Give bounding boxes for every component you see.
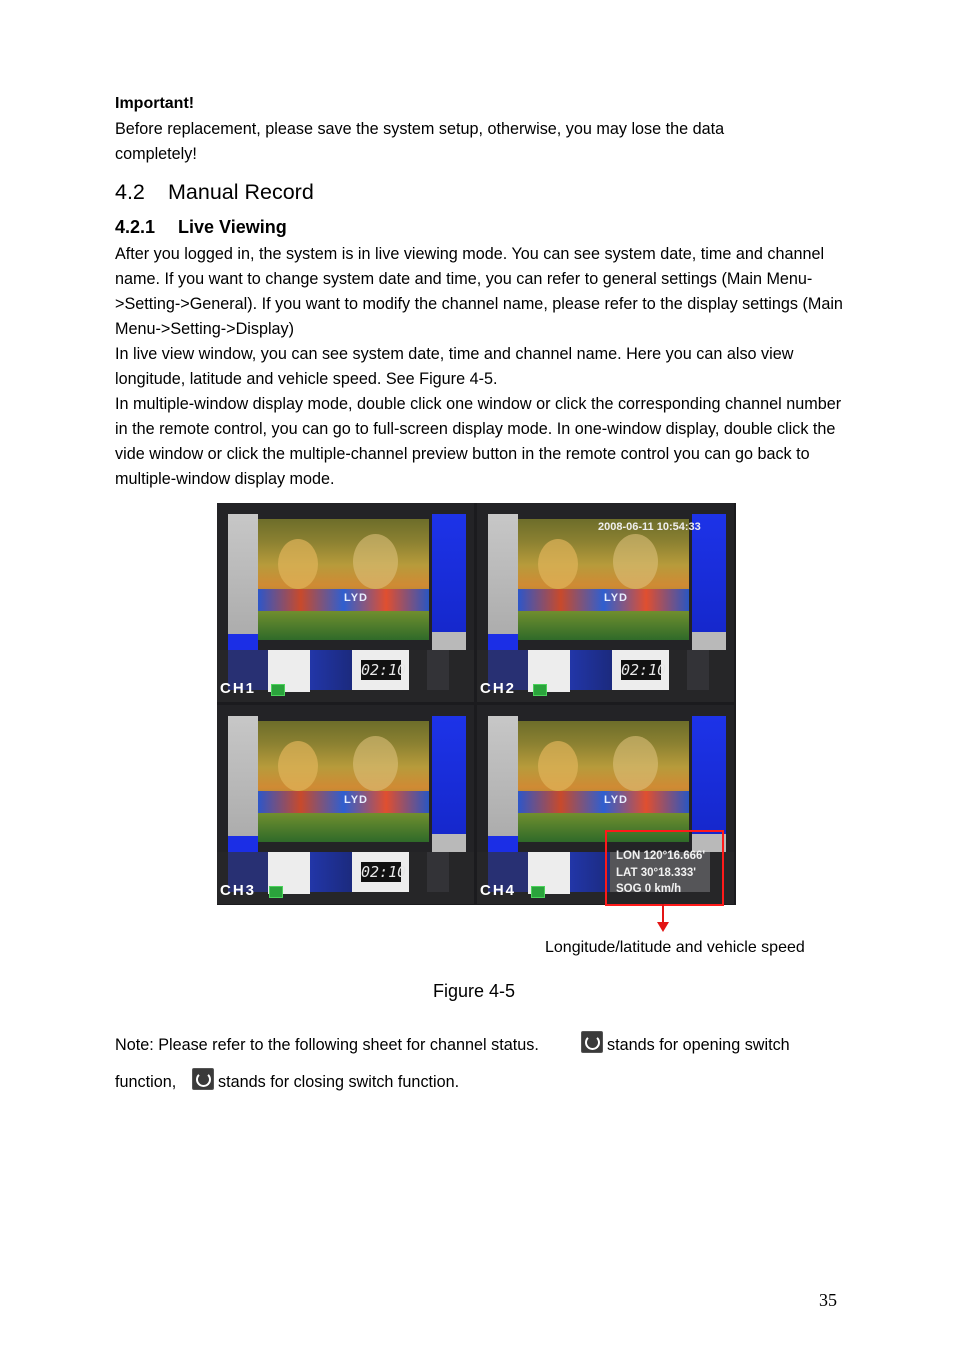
important-title: Important! bbox=[115, 95, 195, 112]
clock-block bbox=[352, 852, 409, 892]
clock-block bbox=[352, 650, 409, 690]
callout-arrow-line bbox=[662, 904, 664, 924]
clock-block bbox=[612, 650, 669, 690]
blue-level-bar bbox=[432, 716, 466, 852]
body-paragraph-3: In multiple-window display mode, double click one window or click the corresponding channel number in the remote control, you can go to full-screen display mode. In one-window display, double click the vide window or click the multiple-channel preview button in the remote control you can go back to multiple-window display mode. bbox=[115, 395, 842, 488]
scene-detail bbox=[278, 539, 318, 589]
channel-pane-1[interactable] bbox=[217, 503, 474, 702]
scene-banner-text: LYD bbox=[604, 794, 628, 806]
channel-label: CH2 bbox=[480, 680, 517, 697]
scene-banner-text: LYD bbox=[604, 592, 628, 604]
body-paragraph-1: After you logged in, the system is in live viewing mode. You can see system date, time and channel name. If you want to change system date and time, you can refer to general settings (Main Menu->Setting->General). If you want to modify the channel name, please refer to the display settings (Main Menu->Setting->Display) bbox=[115, 245, 843, 338]
subsection-heading bbox=[115, 217, 287, 238]
dark-block bbox=[687, 650, 709, 690]
important-line-2: completely! bbox=[115, 145, 197, 163]
clock-text: 02:10 bbox=[361, 863, 407, 881]
page-number: 35 bbox=[819, 1290, 837, 1310]
datetime-overlay: 2008-06-11 10:54:33 bbox=[598, 521, 701, 533]
gps-longitude: LON 120°16.666' bbox=[616, 850, 706, 862]
gray-level-bar bbox=[488, 716, 518, 852]
gray-level-bar bbox=[488, 514, 518, 650]
subsection-title: Live Viewing bbox=[178, 217, 287, 237]
blue-level-bottom bbox=[692, 632, 726, 650]
note-text-4: stands for closing switch function. bbox=[218, 1073, 460, 1091]
body-paragraph-2: In live view window, you can see system date, time and channel name. Here you can also view longitude, latitude and vehicle speed. See Figure 4-5. bbox=[115, 345, 794, 388]
video-scene bbox=[518, 519, 689, 640]
blue-block bbox=[310, 650, 352, 690]
note-text-3: function, bbox=[115, 1073, 177, 1091]
scene-detail bbox=[613, 534, 658, 589]
scene-detail bbox=[353, 736, 398, 791]
gray-level-fill bbox=[228, 634, 258, 650]
record-status-icon bbox=[533, 684, 547, 696]
close-switch-icon bbox=[192, 1068, 214, 1090]
record-status-icon bbox=[271, 684, 285, 696]
callout-arrow-head bbox=[657, 922, 669, 932]
section-title: Manual Record bbox=[168, 180, 314, 204]
section-heading bbox=[115, 180, 314, 205]
gray-level-bar bbox=[228, 514, 258, 650]
dark-block bbox=[427, 852, 449, 892]
scene-detail bbox=[278, 741, 318, 791]
video-scene bbox=[518, 721, 689, 842]
video-scene bbox=[258, 519, 429, 640]
video-scene bbox=[258, 721, 429, 842]
blue-level-bottom bbox=[432, 632, 466, 650]
note-text-1: Note: Please refer to the following sheet for channel status. bbox=[115, 1036, 539, 1054]
scene-detail bbox=[353, 534, 398, 589]
figure-caption: Figure 4-5 bbox=[433, 981, 516, 1001]
open-switch-icon bbox=[581, 1031, 603, 1053]
channel-pane-2[interactable] bbox=[477, 503, 734, 702]
blue-level-bar bbox=[692, 514, 726, 650]
clock-text: 02:10 bbox=[361, 661, 407, 679]
channel-label: CH3 bbox=[220, 882, 257, 899]
gps-highlight-box bbox=[605, 830, 724, 906]
record-status-icon bbox=[269, 886, 283, 898]
gray-level-fill bbox=[228, 836, 258, 852]
channel-label: CH1 bbox=[220, 680, 257, 697]
channel-pane-3[interactable] bbox=[217, 705, 474, 904]
blue-level-bottom bbox=[432, 834, 466, 852]
scene-detail bbox=[538, 741, 578, 791]
important-text bbox=[115, 117, 845, 167]
scene-detail bbox=[538, 539, 578, 589]
record-status-icon bbox=[531, 886, 545, 898]
blue-block bbox=[310, 852, 352, 892]
blue-block bbox=[570, 650, 612, 690]
dark-block bbox=[427, 650, 449, 690]
note-line-1 bbox=[115, 1036, 539, 1055]
gray-level-bar bbox=[228, 716, 258, 852]
figure-callout: Longitude/latitude and vehicle speed bbox=[545, 939, 805, 956]
section-number: 4.2 bbox=[115, 180, 145, 204]
scene-banner-text: LYD bbox=[344, 592, 368, 604]
subsection-number: 4.2.1 bbox=[115, 217, 156, 237]
scene-banner-text: LYD bbox=[344, 794, 368, 806]
blue-level-bar bbox=[432, 514, 466, 650]
clock-text: 02:10 bbox=[621, 661, 667, 679]
gray-level-fill bbox=[488, 836, 518, 852]
gps-latitude: LAT 30°18.333' bbox=[616, 866, 696, 879]
gps-speed: SOG 0 km/h bbox=[616, 883, 682, 895]
important-line-1: Before replacement, please save the system setup, otherwise, you may lose the data bbox=[115, 120, 725, 138]
note-text-2: stands for opening switch bbox=[607, 1036, 790, 1054]
channel-label: CH4 bbox=[480, 882, 517, 899]
scene-detail bbox=[613, 736, 658, 791]
gray-level-fill bbox=[488, 634, 518, 650]
